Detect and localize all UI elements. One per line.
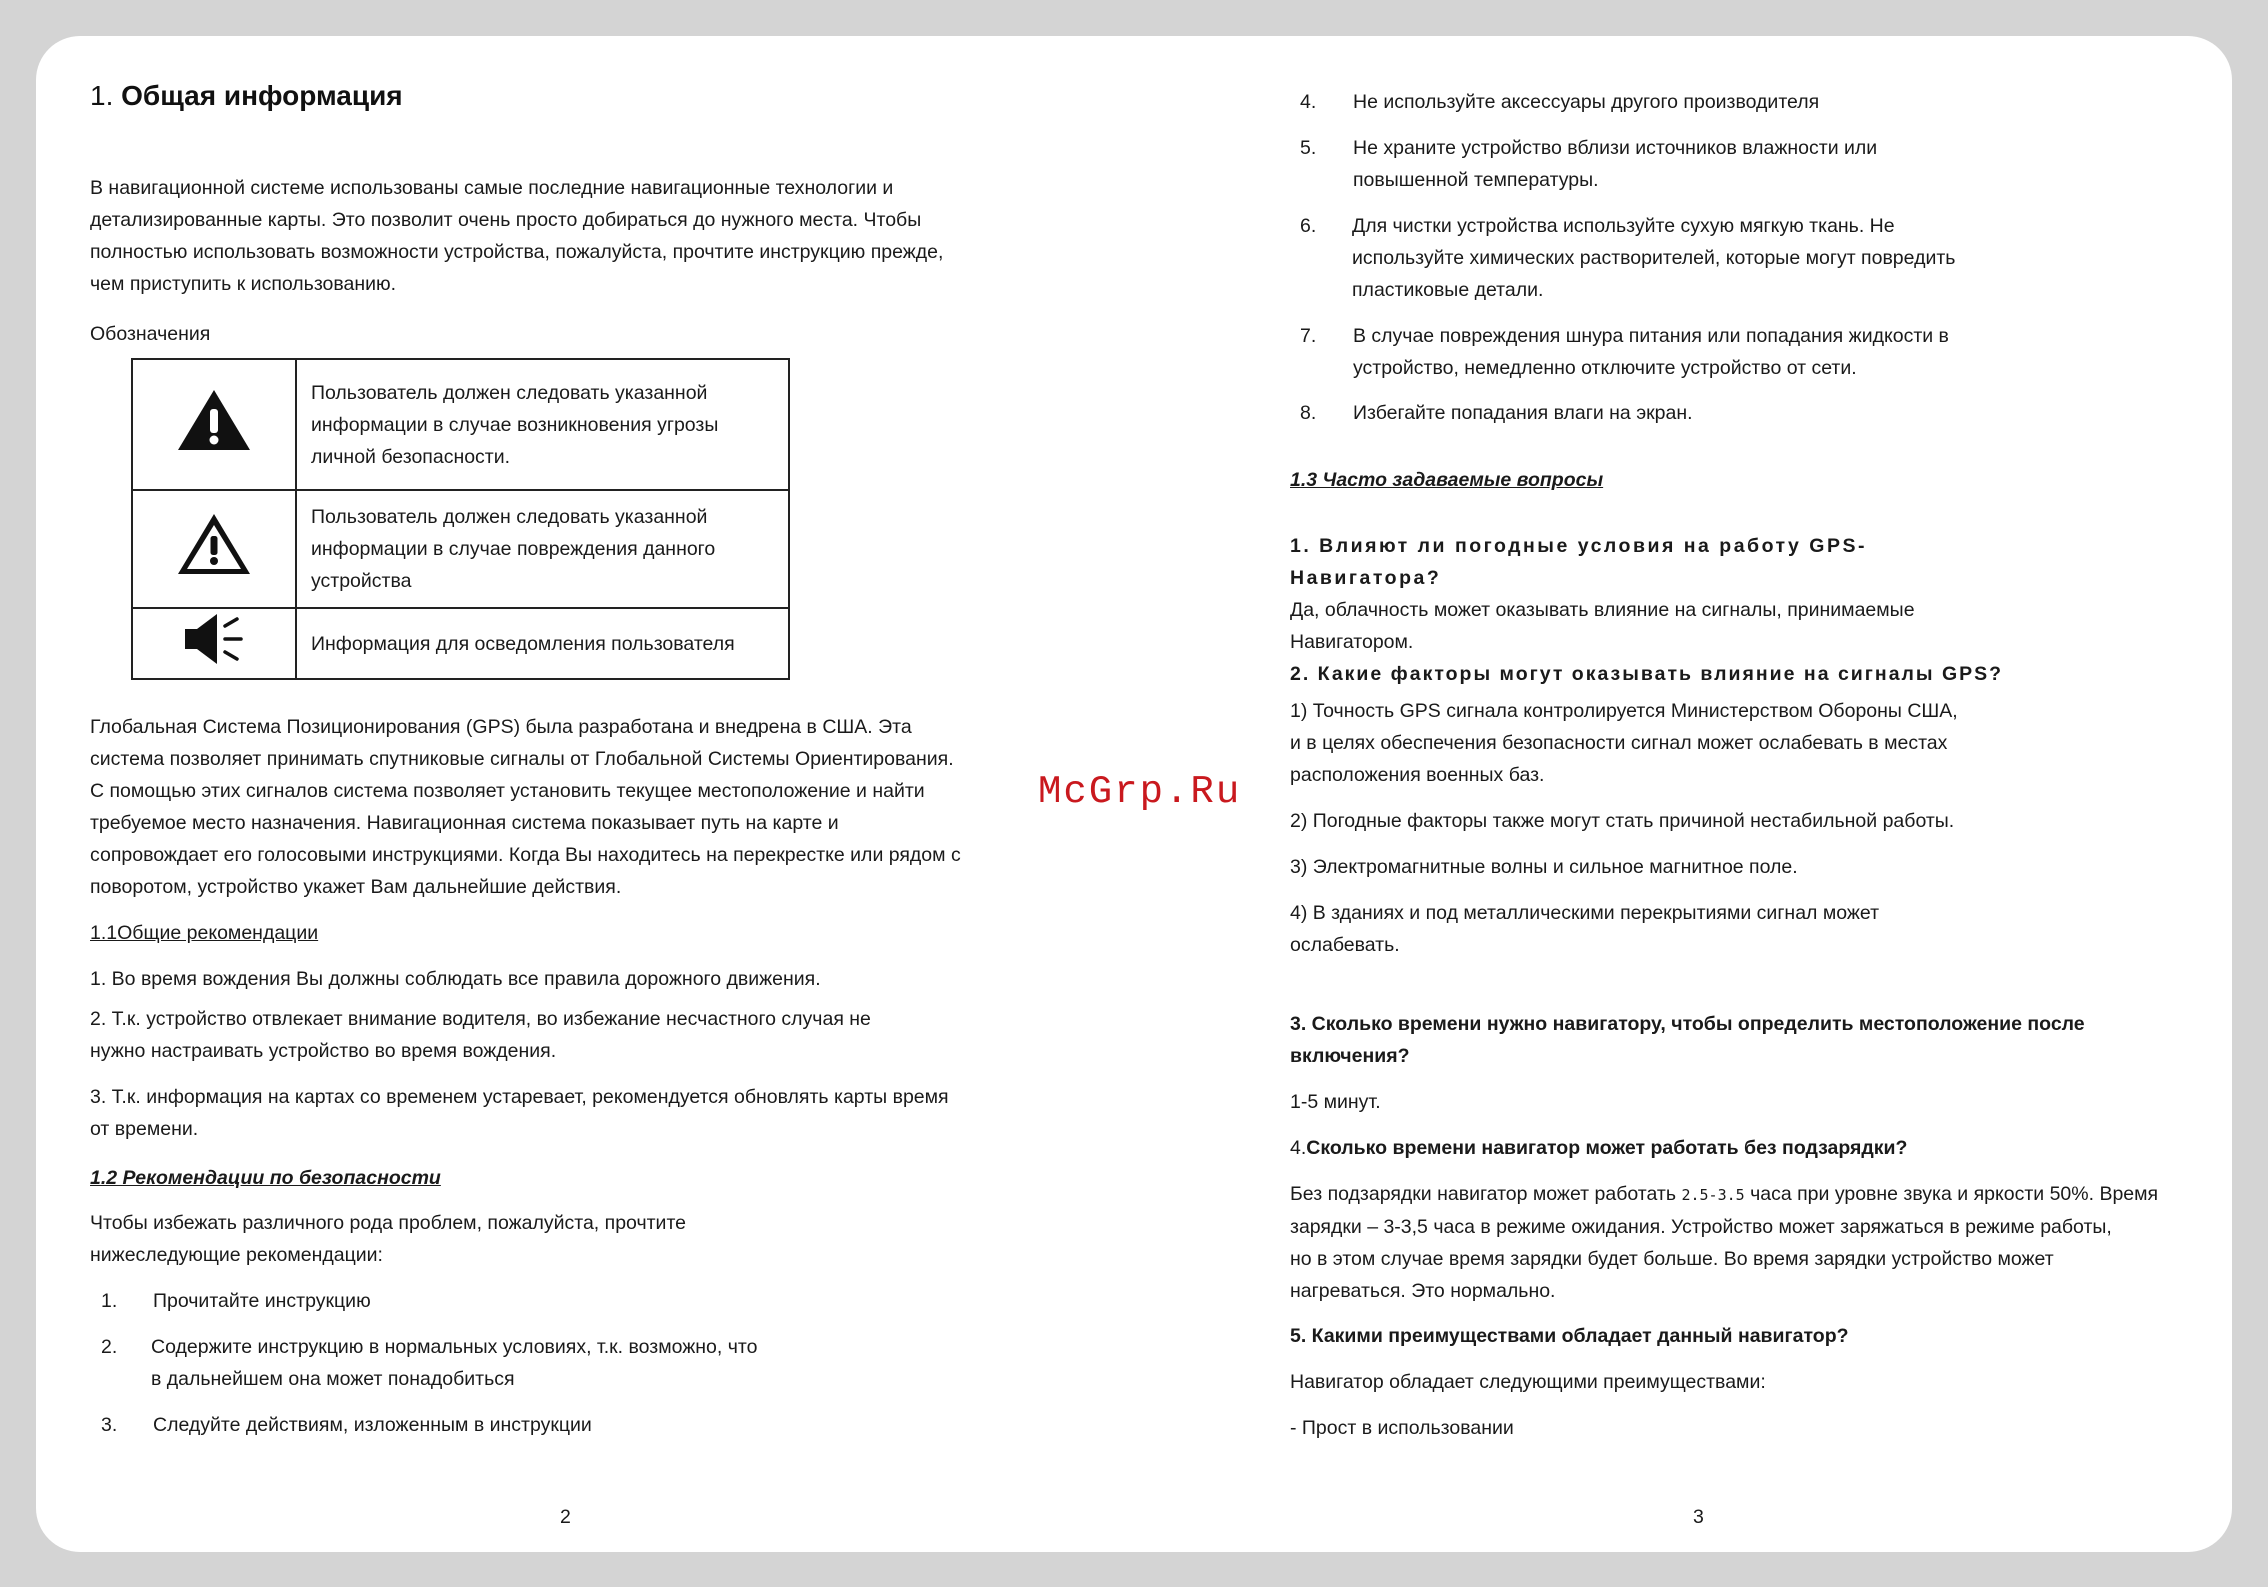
legend-row xyxy=(132,608,789,679)
faq-question: 3. Сколько времени нужно навигатору, чтобы определить местоположение после включения? xyxy=(1290,1013,2085,1067)
faq-answer: 1) Точность GPS сигнала контролируется Министерством Обороны США, и в целях обеспечения безопасности сигнал может ослабевать в местах расположения военных баз. xyxy=(1290,700,1958,786)
list-item: Избегайте попадания влаги на экран. xyxy=(1353,402,1693,424)
recommendation-item: 2. Т.к. устройство отвлекает внимание водителя, во избежание несчастного случая не нужно настраивать устройство во время вождения. xyxy=(90,1008,871,1062)
section-1-2-intro: Чтобы избежать различного рода проблем, пожалуйста, прочтите нижеследующие рекомендации: xyxy=(90,1212,687,1266)
list-item: В случае повреждения шнура питания или попадания жидкости в устройство, немедленно отключите устройство от сети. xyxy=(1353,325,1949,379)
page-number: 2 xyxy=(560,1506,571,1528)
section-1-2-title: 1.2 Рекомендации по безопасности xyxy=(90,1167,441,1189)
legend-text: информации в случае повреждения данного xyxy=(311,538,716,560)
list-item: Содержите инструкцию в нормальных условиях, т.к. возможно, что в дальнейшем она может понадобиться xyxy=(151,1336,758,1390)
faq-answer: Навигатор обладает следующими преимуществами: xyxy=(1290,1371,1766,1393)
list-item: Для чистки устройства используйте сухую мягкую ткань. Не используйте химических растворителей, которые могут повредить пластиковые детали. xyxy=(1352,215,1956,301)
list-item: Не храните устройство вблизи источников влажности или повышенной температуры. xyxy=(1353,137,1878,191)
page-title: 1. Общая информация xyxy=(90,80,403,111)
recommendation-item: 3. Т.к. информация на картах со временем устаревает, рекомендуется обновлять карты время от времени. xyxy=(90,1086,949,1140)
legend-table xyxy=(131,358,790,680)
legend-text: Пользователь должен следовать указанной xyxy=(311,506,708,528)
legend-text: Пользователь должен следовать указанной xyxy=(311,381,708,404)
page-number: 3 xyxy=(1693,1506,1704,1528)
faq-answer: 3) Электромагнитные волны и сильное магнитное поле. xyxy=(1290,856,1798,878)
legend-heading: Обозначения xyxy=(90,323,211,345)
legend-text: устройства xyxy=(311,570,412,592)
section-1-1-title: 1.1Общие рекомендации xyxy=(90,922,319,944)
warning-outline-icon xyxy=(132,490,296,608)
gps-paragraph: Глобальная Система Позиционирования (GPS) была разработана и внедрена в США. Эта система позволяет принимать спутниковые сигналы от Глобальной Системы Ориентирования. С помощью этих сигналов система позволяет установить текущее местоположение и найти требуемое место назначения. Навигационная система показывает путь на карте и сопровождает его голосовыми инструкциями. Когда Вы находитесь на перекрестке или рядом с поворотом, устройство укажет Вам дальнейшие действия. xyxy=(90,716,961,898)
list-item: Следуйте действиям, изложенным в инструкции xyxy=(153,1414,592,1436)
recommendation-item: 1. Во время вождения Вы должны соблюдать все правила дорожного движения. xyxy=(90,968,821,990)
faq-question: 4.Сколько времени навигатор может работать без подзарядки? xyxy=(1290,1137,1908,1159)
list-item: Прочитайте инструкцию xyxy=(153,1290,371,1312)
watermark-text: McGrp.Ru xyxy=(1038,770,1242,814)
faq-answer: 2) Погодные факторы также могут стать причиной нестабильной работы. xyxy=(1290,810,1955,832)
faq-question: 2. Какие факторы могут оказывать влияние на сигналы GPS? xyxy=(1290,663,2004,685)
section-1-3-title: 1.3 Часто задаваемые вопросы xyxy=(1290,469,1604,491)
faq-question: 5. Какими преимуществами обладает данный навигатор? xyxy=(1290,1325,1849,1347)
list-item: - Прост в использовании xyxy=(1290,1417,1514,1439)
faq-question: 1. Влияют ли погодные условия на работу GPS- Навигатора? xyxy=(1290,535,1867,589)
legend-text: Информация для осведомления пользователя xyxy=(311,632,735,655)
intro-paragraph: В навигационной системе использованы самые последние навигационные технологии и детализированные карты. Это позволит очень просто добираться до нужного места. Чтобы полностью использовать возможности устройства, пожалуйста, прочтите инструкцию прежде, чем приступить к использованию. xyxy=(90,177,944,295)
legend-row xyxy=(132,490,789,608)
warning-filled-icon xyxy=(132,359,296,490)
faq-answer: Да, облачность может оказывать влияние на сигналы, принимаемые Навигатором. xyxy=(1290,599,1915,653)
faq-answer: 1-5 минут. xyxy=(1290,1091,1381,1113)
legend-row xyxy=(132,359,789,490)
legend-text: личной безопасности. xyxy=(311,445,511,468)
list-item: Не используйте аксессуары другого производителя xyxy=(1353,91,1820,113)
speaker-icon xyxy=(132,608,296,679)
faq-answer: Без подзарядки навигатор может работать 2.5-3.5 часа при уровне звука и яркости 50%. Время зарядки – 3-3,5 часа в режиме ожидания. Устройство может заряжаться в режиме работы, но в этом случае время зарядки будет больше. Во время зарядки устройство может нагреваться. Это нормально. xyxy=(1290,1183,2159,1302)
faq-answer: 4) В зданиях и под металлическими перекрытиями сигнал может ослабевать. xyxy=(1290,902,1880,956)
legend-text: информации в случае возникновения угрозы xyxy=(311,413,719,436)
